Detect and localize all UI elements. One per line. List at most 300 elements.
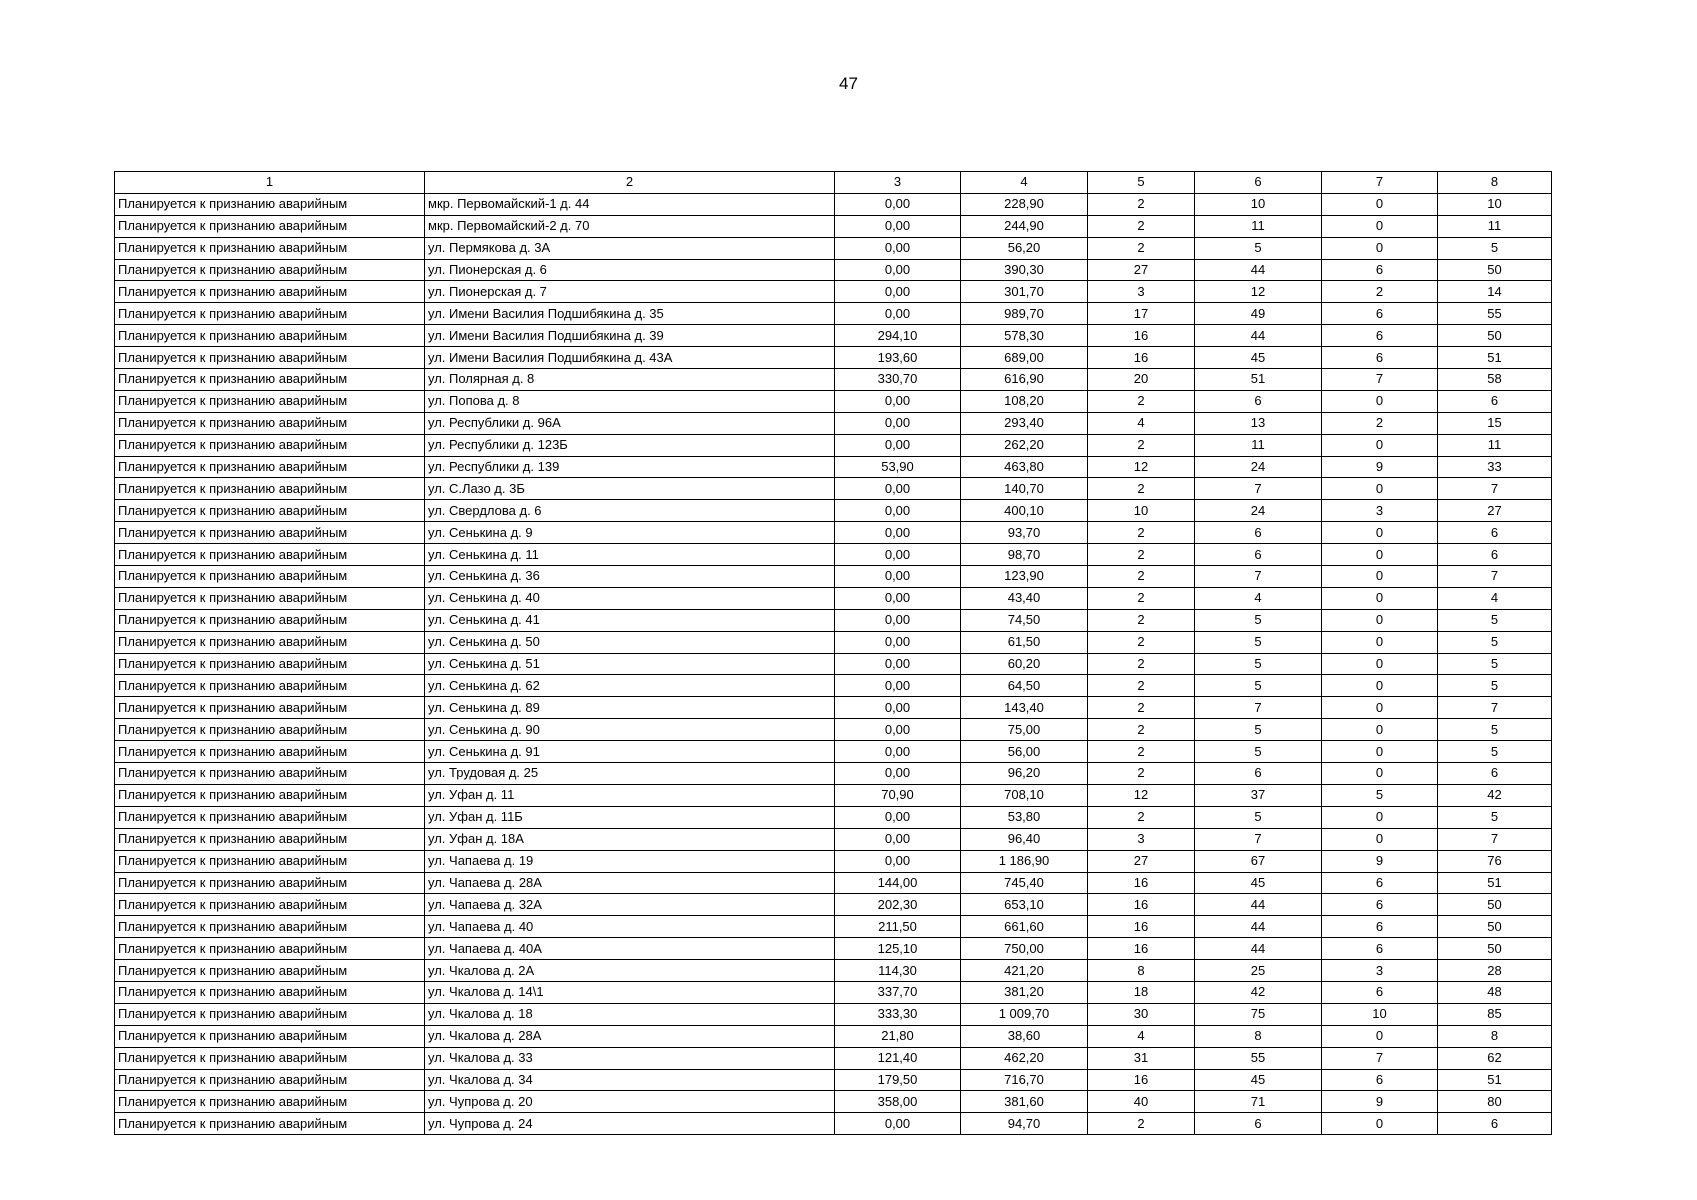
address-cell: ул. Чкалова д. 34: [425, 1069, 835, 1091]
status-cell: Планируется к признанию аварийным: [115, 850, 425, 872]
status-cell: Планируется к признанию аварийным: [115, 237, 425, 259]
col3-cell: 0,00: [835, 544, 961, 566]
table-row: [115, 1025, 1552, 1047]
status-cell: Планируется к признанию аварийным: [115, 916, 425, 938]
col6-cell: 51: [1195, 369, 1322, 391]
col3-cell: 144,00: [835, 872, 961, 894]
col3-cell: 0,00: [835, 259, 961, 281]
col3-cell: 193,60: [835, 347, 961, 369]
col3-cell: 121,40: [835, 1047, 961, 1069]
status-cell: Планируется к признанию аварийным: [115, 500, 425, 522]
col4-cell: 74,50: [961, 609, 1088, 631]
col3-cell: 0,00: [835, 587, 961, 609]
table-row: [115, 719, 1552, 741]
col7-cell: 0: [1322, 675, 1438, 697]
address-cell: ул. Республики д. 139: [425, 456, 835, 478]
address-cell: ул. Свердлова д. 6: [425, 500, 835, 522]
table-row: [115, 193, 1552, 215]
col4-cell: 43,40: [961, 587, 1088, 609]
col4-cell: 56,20: [961, 237, 1088, 259]
col7-cell: 3: [1322, 960, 1438, 982]
col8-cell: 5: [1438, 653, 1552, 675]
status-cell: Планируется к признанию аварийным: [115, 631, 425, 653]
col6-cell: 49: [1195, 303, 1322, 325]
table-body: [115, 172, 1552, 1135]
col5-cell: 2: [1088, 741, 1195, 763]
col4-cell: 689,00: [961, 347, 1088, 369]
col5-cell: 27: [1088, 850, 1195, 872]
col5-cell: 2: [1088, 237, 1195, 259]
col6-cell: 75: [1195, 1003, 1322, 1025]
col5-cell: 2: [1088, 390, 1195, 412]
col8-cell: 50: [1438, 259, 1552, 281]
col3-cell: 0,00: [835, 828, 961, 850]
status-cell: Планируется к признанию аварийным: [115, 193, 425, 215]
address-cell: ул. Чкалова д. 28А: [425, 1025, 835, 1047]
table-row: [115, 1003, 1552, 1025]
column-header: 1: [115, 172, 425, 194]
col3-cell: 53,90: [835, 456, 961, 478]
table-row: [115, 981, 1552, 1003]
table-row: [115, 369, 1552, 391]
col7-cell: 9: [1322, 1091, 1438, 1113]
status-cell: Планируется к признанию аварийным: [115, 522, 425, 544]
status-cell: Планируется к признанию аварийным: [115, 347, 425, 369]
col8-cell: 50: [1438, 325, 1552, 347]
col8-cell: 42: [1438, 784, 1552, 806]
col7-cell: 7: [1322, 369, 1438, 391]
col3-cell: 0,00: [835, 566, 961, 588]
table-row: [115, 806, 1552, 828]
address-cell: ул. Чапаева д. 32А: [425, 894, 835, 916]
col3-cell: 333,30: [835, 1003, 961, 1025]
col7-cell: 0: [1322, 215, 1438, 237]
col3-cell: 179,50: [835, 1069, 961, 1091]
col5-cell: 16: [1088, 916, 1195, 938]
col5-cell: 2: [1088, 193, 1195, 215]
col4-cell: 140,70: [961, 478, 1088, 500]
status-cell: Планируется к признанию аварийным: [115, 806, 425, 828]
col3-cell: 0,00: [835, 390, 961, 412]
col4-cell: 228,90: [961, 193, 1088, 215]
col7-cell: 0: [1322, 609, 1438, 631]
col5-cell: 3: [1088, 281, 1195, 303]
table-row: [115, 938, 1552, 960]
col4-cell: 108,20: [961, 390, 1088, 412]
col4-cell: 1 186,90: [961, 850, 1088, 872]
col3-cell: 0,00: [835, 215, 961, 237]
column-header: 4: [961, 172, 1088, 194]
col4-cell: 716,70: [961, 1069, 1088, 1091]
address-cell: ул. Сенькина д. 91: [425, 741, 835, 763]
address-cell: ул. Чупрова д. 24: [425, 1113, 835, 1135]
col5-cell: 2: [1088, 609, 1195, 631]
col5-cell: 2: [1088, 806, 1195, 828]
col4-cell: 301,70: [961, 281, 1088, 303]
col5-cell: 2: [1088, 587, 1195, 609]
col7-cell: 9: [1322, 456, 1438, 478]
col3-cell: 0,00: [835, 653, 961, 675]
col3-cell: 0,00: [835, 303, 961, 325]
col8-cell: 33: [1438, 456, 1552, 478]
col8-cell: 28: [1438, 960, 1552, 982]
col7-cell: 6: [1322, 325, 1438, 347]
col4-cell: 616,90: [961, 369, 1088, 391]
address-cell: ул. С.Лазо д. 3Б: [425, 478, 835, 500]
col4-cell: 262,20: [961, 434, 1088, 456]
col8-cell: 7: [1438, 697, 1552, 719]
col4-cell: 745,40: [961, 872, 1088, 894]
col8-cell: 6: [1438, 763, 1552, 785]
col4-cell: 578,30: [961, 325, 1088, 347]
col6-cell: 5: [1195, 631, 1322, 653]
address-cell: ул. Чапаева д. 28А: [425, 872, 835, 894]
status-cell: Планируется к признанию аварийным: [115, 478, 425, 500]
status-cell: Планируется к признанию аварийным: [115, 456, 425, 478]
address-cell: ул. Сенькина д. 40: [425, 587, 835, 609]
col5-cell: 17: [1088, 303, 1195, 325]
col6-cell: 5: [1195, 237, 1322, 259]
col7-cell: 7: [1322, 1047, 1438, 1069]
table-row: [115, 237, 1552, 259]
col7-cell: 6: [1322, 981, 1438, 1003]
address-cell: мкр. Первомайский-2 д. 70: [425, 215, 835, 237]
col4-cell: 98,70: [961, 544, 1088, 566]
col7-cell: 0: [1322, 237, 1438, 259]
status-cell: Планируется к признанию аварийным: [115, 369, 425, 391]
col6-cell: 7: [1195, 566, 1322, 588]
address-cell: ул. Имени Василия Подшибякина д. 39: [425, 325, 835, 347]
col5-cell: 2: [1088, 1113, 1195, 1135]
col5-cell: 4: [1088, 1025, 1195, 1047]
col6-cell: 4: [1195, 587, 1322, 609]
col3-cell: 358,00: [835, 1091, 961, 1113]
col4-cell: 143,40: [961, 697, 1088, 719]
col6-cell: 7: [1195, 478, 1322, 500]
status-cell: Планируется к признанию аварийным: [115, 763, 425, 785]
col5-cell: 20: [1088, 369, 1195, 391]
address-cell: ул. Сенькина д. 9: [425, 522, 835, 544]
col4-cell: 93,70: [961, 522, 1088, 544]
col3-cell: 337,70: [835, 981, 961, 1003]
col6-cell: 55: [1195, 1047, 1322, 1069]
col4-cell: 38,60: [961, 1025, 1088, 1047]
address-cell: ул. Полярная д. 8: [425, 369, 835, 391]
address-cell: ул. Чапаева д. 40А: [425, 938, 835, 960]
col6-cell: 5: [1195, 609, 1322, 631]
col8-cell: 55: [1438, 303, 1552, 325]
table-row: [115, 500, 1552, 522]
col8-cell: 50: [1438, 938, 1552, 960]
col6-cell: 8: [1195, 1025, 1322, 1047]
status-cell: Планируется к признанию аварийным: [115, 609, 425, 631]
col4-cell: 61,50: [961, 631, 1088, 653]
status-cell: Планируется к признанию аварийным: [115, 653, 425, 675]
table-row: [115, 456, 1552, 478]
col6-cell: 71: [1195, 1091, 1322, 1113]
col8-cell: 27: [1438, 500, 1552, 522]
col6-cell: 7: [1195, 828, 1322, 850]
status-cell: Планируется к признанию аварийным: [115, 1003, 425, 1025]
column-header: 7: [1322, 172, 1438, 194]
col7-cell: 0: [1322, 522, 1438, 544]
col6-cell: 6: [1195, 522, 1322, 544]
col8-cell: 5: [1438, 719, 1552, 741]
col7-cell: 6: [1322, 938, 1438, 960]
col4-cell: 708,10: [961, 784, 1088, 806]
col3-cell: 21,80: [835, 1025, 961, 1047]
col7-cell: 0: [1322, 631, 1438, 653]
column-header: 8: [1438, 172, 1552, 194]
col4-cell: 653,10: [961, 894, 1088, 916]
col4-cell: 390,30: [961, 259, 1088, 281]
col7-cell: 6: [1322, 259, 1438, 281]
table-row: [115, 215, 1552, 237]
col4-cell: 64,50: [961, 675, 1088, 697]
col6-cell: 6: [1195, 390, 1322, 412]
status-cell: Планируется к признанию аварийным: [115, 412, 425, 434]
col5-cell: 16: [1088, 347, 1195, 369]
col7-cell: 0: [1322, 697, 1438, 719]
col7-cell: 0: [1322, 478, 1438, 500]
col8-cell: 50: [1438, 894, 1552, 916]
table-row: [115, 412, 1552, 434]
address-cell: ул. Чапаева д. 19: [425, 850, 835, 872]
col6-cell: 6: [1195, 544, 1322, 566]
col4-cell: 293,40: [961, 412, 1088, 434]
status-cell: Планируется к признанию аварийным: [115, 259, 425, 281]
col7-cell: 6: [1322, 303, 1438, 325]
col8-cell: 62: [1438, 1047, 1552, 1069]
col5-cell: 18: [1088, 981, 1195, 1003]
col8-cell: 14: [1438, 281, 1552, 303]
status-cell: Планируется к признанию аварийным: [115, 1025, 425, 1047]
col8-cell: 6: [1438, 390, 1552, 412]
col7-cell: 6: [1322, 872, 1438, 894]
col3-cell: 294,10: [835, 325, 961, 347]
col3-cell: 0,00: [835, 434, 961, 456]
col5-cell: 3: [1088, 828, 1195, 850]
col6-cell: 24: [1195, 500, 1322, 522]
col8-cell: 5: [1438, 675, 1552, 697]
col3-cell: 202,30: [835, 894, 961, 916]
table-row: [115, 478, 1552, 500]
col6-cell: 7: [1195, 697, 1322, 719]
col8-cell: 50: [1438, 916, 1552, 938]
col3-cell: 0,00: [835, 281, 961, 303]
col6-cell: 11: [1195, 434, 1322, 456]
col7-cell: 0: [1322, 1025, 1438, 1047]
col6-cell: 11: [1195, 215, 1322, 237]
address-cell: ул. Пионерская д. 7: [425, 281, 835, 303]
col7-cell: 0: [1322, 653, 1438, 675]
col7-cell: 0: [1322, 544, 1438, 566]
col7-cell: 2: [1322, 412, 1438, 434]
col8-cell: 51: [1438, 872, 1552, 894]
table-row: [115, 544, 1552, 566]
address-cell: ул. Республики д. 96А: [425, 412, 835, 434]
table-row: [115, 587, 1552, 609]
col3-cell: 0,00: [835, 850, 961, 872]
status-cell: Планируется к признанию аварийным: [115, 828, 425, 850]
col4-cell: 462,20: [961, 1047, 1088, 1069]
address-cell: ул. Имени Василия Подшибякина д. 35: [425, 303, 835, 325]
address-cell: ул. Чкалова д. 33: [425, 1047, 835, 1069]
col5-cell: 2: [1088, 631, 1195, 653]
col7-cell: 0: [1322, 587, 1438, 609]
status-cell: Планируется к признанию аварийным: [115, 1069, 425, 1091]
col4-cell: 53,80: [961, 806, 1088, 828]
col8-cell: 80: [1438, 1091, 1552, 1113]
col3-cell: 0,00: [835, 412, 961, 434]
col3-cell: 0,00: [835, 806, 961, 828]
table-row: [115, 697, 1552, 719]
address-cell: ул. Уфан д. 18А: [425, 828, 835, 850]
column-header: 5: [1088, 172, 1195, 194]
col3-cell: 0,00: [835, 763, 961, 785]
address-cell: ул. Сенькина д. 50: [425, 631, 835, 653]
status-cell: Планируется к признанию аварийным: [115, 741, 425, 763]
col8-cell: 76: [1438, 850, 1552, 872]
table-row: [115, 631, 1552, 653]
col3-cell: 0,00: [835, 1113, 961, 1135]
address-cell: ул. Попова д. 8: [425, 390, 835, 412]
col8-cell: 5: [1438, 806, 1552, 828]
table-row: [115, 828, 1552, 850]
table-header-row: [115, 172, 1552, 194]
col8-cell: 85: [1438, 1003, 1552, 1025]
table-row: [115, 1113, 1552, 1135]
col8-cell: 11: [1438, 215, 1552, 237]
status-cell: Планируется к признанию аварийным: [115, 938, 425, 960]
col4-cell: 381,20: [961, 981, 1088, 1003]
status-cell: Планируется к признанию аварийным: [115, 215, 425, 237]
col6-cell: 5: [1195, 653, 1322, 675]
col8-cell: 51: [1438, 1069, 1552, 1091]
col7-cell: 0: [1322, 390, 1438, 412]
col3-cell: 0,00: [835, 193, 961, 215]
col6-cell: 10: [1195, 193, 1322, 215]
col5-cell: 8: [1088, 960, 1195, 982]
table-row: [115, 281, 1552, 303]
table-row: [115, 894, 1552, 916]
col8-cell: 8: [1438, 1025, 1552, 1047]
col6-cell: 5: [1195, 719, 1322, 741]
table-row: [115, 303, 1552, 325]
col6-cell: 13: [1195, 412, 1322, 434]
table-row: [115, 347, 1552, 369]
col6-cell: 45: [1195, 1069, 1322, 1091]
col8-cell: 4: [1438, 587, 1552, 609]
col5-cell: 27: [1088, 259, 1195, 281]
col3-cell: 0,00: [835, 741, 961, 763]
col3-cell: 0,00: [835, 500, 961, 522]
col5-cell: 31: [1088, 1047, 1195, 1069]
table-row: [115, 1091, 1552, 1113]
col6-cell: 44: [1195, 916, 1322, 938]
table-row: [115, 390, 1552, 412]
col6-cell: 44: [1195, 938, 1322, 960]
col3-cell: 0,00: [835, 631, 961, 653]
col3-cell: 211,50: [835, 916, 961, 938]
address-cell: ул. Чапаева д. 40: [425, 916, 835, 938]
col4-cell: 463,80: [961, 456, 1088, 478]
column-header: 2: [425, 172, 835, 194]
table-row: [115, 325, 1552, 347]
col8-cell: 5: [1438, 609, 1552, 631]
col5-cell: 2: [1088, 697, 1195, 719]
col8-cell: 7: [1438, 828, 1552, 850]
col7-cell: 6: [1322, 1069, 1438, 1091]
col5-cell: 16: [1088, 325, 1195, 347]
data-table: [114, 171, 1552, 1135]
col3-cell: 0,00: [835, 522, 961, 544]
col6-cell: 45: [1195, 347, 1322, 369]
table-row: [115, 566, 1552, 588]
address-cell: ул. Уфан д. 11Б: [425, 806, 835, 828]
col6-cell: 37: [1195, 784, 1322, 806]
col8-cell: 5: [1438, 741, 1552, 763]
status-cell: Планируется к признанию аварийным: [115, 697, 425, 719]
table-row: [115, 850, 1552, 872]
col6-cell: 44: [1195, 259, 1322, 281]
col5-cell: 2: [1088, 566, 1195, 588]
status-cell: Планируется к признанию аварийным: [115, 1113, 425, 1135]
table-row: [115, 522, 1552, 544]
address-cell: ул. Сенькина д. 62: [425, 675, 835, 697]
col6-cell: 42: [1195, 981, 1322, 1003]
address-cell: ул. Сенькина д. 90: [425, 719, 835, 741]
col7-cell: 0: [1322, 566, 1438, 588]
status-cell: Планируется к признанию аварийным: [115, 719, 425, 741]
col7-cell: 0: [1322, 719, 1438, 741]
col7-cell: 2: [1322, 281, 1438, 303]
column-header: 3: [835, 172, 961, 194]
address-cell: ул. Сенькина д. 41: [425, 609, 835, 631]
col3-cell: 0,00: [835, 697, 961, 719]
col8-cell: 15: [1438, 412, 1552, 434]
col6-cell: 5: [1195, 741, 1322, 763]
col7-cell: 0: [1322, 741, 1438, 763]
col8-cell: 48: [1438, 981, 1552, 1003]
col8-cell: 5: [1438, 237, 1552, 259]
col8-cell: 6: [1438, 522, 1552, 544]
col6-cell: 12: [1195, 281, 1322, 303]
col4-cell: 750,00: [961, 938, 1088, 960]
address-cell: ул. Чкалова д. 2А: [425, 960, 835, 982]
col4-cell: 56,00: [961, 741, 1088, 763]
col5-cell: 30: [1088, 1003, 1195, 1025]
col4-cell: 381,60: [961, 1091, 1088, 1113]
status-cell: Планируется к признанию аварийным: [115, 566, 425, 588]
col5-cell: 16: [1088, 872, 1195, 894]
col8-cell: 7: [1438, 478, 1552, 500]
table-row: [115, 916, 1552, 938]
status-cell: Планируется к признанию аварийным: [115, 872, 425, 894]
col5-cell: 2: [1088, 675, 1195, 697]
col5-cell: 2: [1088, 544, 1195, 566]
address-cell: ул. Имени Василия Подшибякина д. 43А: [425, 347, 835, 369]
status-cell: Планируется к признанию аварийным: [115, 675, 425, 697]
table-row: [115, 872, 1552, 894]
table-row: [115, 1047, 1552, 1069]
status-cell: Планируется к признанию аварийным: [115, 325, 425, 347]
col5-cell: 10: [1088, 500, 1195, 522]
table-row: [115, 434, 1552, 456]
col4-cell: 1 009,70: [961, 1003, 1088, 1025]
col7-cell: 0: [1322, 763, 1438, 785]
address-cell: ул. Сенькина д. 89: [425, 697, 835, 719]
